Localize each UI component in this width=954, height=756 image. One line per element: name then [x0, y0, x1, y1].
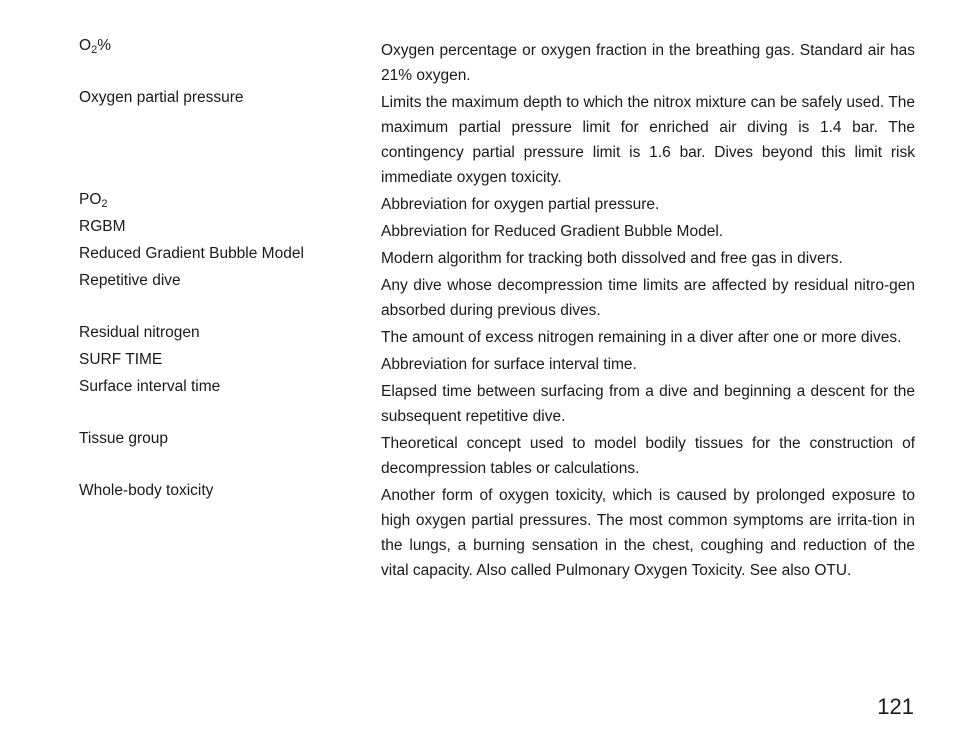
glossary-entry: [79, 481, 915, 583]
glossary-entry: [79, 36, 915, 88]
glossary-entry: [79, 244, 915, 271]
glossary-entry: [79, 377, 915, 429]
glossary-definition: Elapsed time between surfacing from a dive and beginning a descent for the subsequent repetitive dive.: [381, 383, 915, 425]
glossary-term: RGBM: [79, 218, 126, 235]
glossary-definition: Theoretical concept used to model bodily tissues for the construction of decompression tables or calculations.: [381, 435, 915, 477]
glossary-entry: [79, 271, 915, 323]
glossary-term: Reduced Gradient Bubble Model: [79, 245, 304, 262]
glossary-definition: Any dive whose decompression time limits are affected by residual nitro-gen absorbed during previous dives.: [381, 277, 915, 319]
glossary-definition: Oxygen percentage or oxygen fraction in the breathing gas. Standard air has 21% oxygen.: [381, 42, 915, 84]
glossary-definition: Another form of oxygen toxicity, which is caused by prolonged exposure to high oxygen partial pressures. The most common symptoms are irrita-tion in the lungs, a burning sensation in the chest, coughing and reduction of the vital capacity. Also called Pulmonary Oxygen Toxicity. See also OTU.: [381, 487, 915, 579]
glossary-term: SURF TIME: [79, 351, 163, 368]
glossary-list: [79, 36, 915, 583]
glossary-term: Whole-body toxicity: [79, 482, 214, 499]
glossary-term: $PO_2$: [79, 191, 108, 210]
glossary-definition: Abbreviation for oxygen partial pressure.: [381, 196, 660, 213]
glossary-entry: [79, 350, 915, 377]
page-number: 121: [877, 694, 914, 719]
glossary-term: Oxygen partial pressure: [79, 89, 244, 106]
glossary-term: Repetitive dive: [79, 272, 181, 289]
glossary-definition: Modern algorithm for tracking both dissolved and free gas in divers.: [381, 250, 843, 267]
glossary-entry: [79, 88, 915, 190]
glossary-definition: Limits the maximum depth to which the nitrox mixture can be safely used. The maximum partial pressure limit for enriched air diving is 1.4 bar. The contingency partial pressure limit is 1.6 bar. Dives beyond this limit risk immediate oxygen toxicity.: [381, 94, 915, 186]
glossary-entry: [79, 217, 915, 244]
glossary-entry: [79, 429, 915, 481]
glossary-definition: Abbreviation for surface interval time.: [381, 356, 637, 373]
glossary-term: Surface interval time: [79, 378, 221, 395]
glossary-entry: [79, 190, 915, 217]
glossary-definition: The amount of excess nitrogen remaining in a diver after one or more dives.: [381, 329, 902, 346]
glossary-term: Residual nitrogen: [79, 324, 200, 341]
glossary-term: Tissue group: [79, 430, 169, 447]
glossary-term: $O_2\%$: [79, 37, 111, 56]
glossary-entry: [79, 323, 915, 350]
glossary-definition: Abbreviation for Reduced Gradient Bubble Model.: [381, 223, 724, 240]
